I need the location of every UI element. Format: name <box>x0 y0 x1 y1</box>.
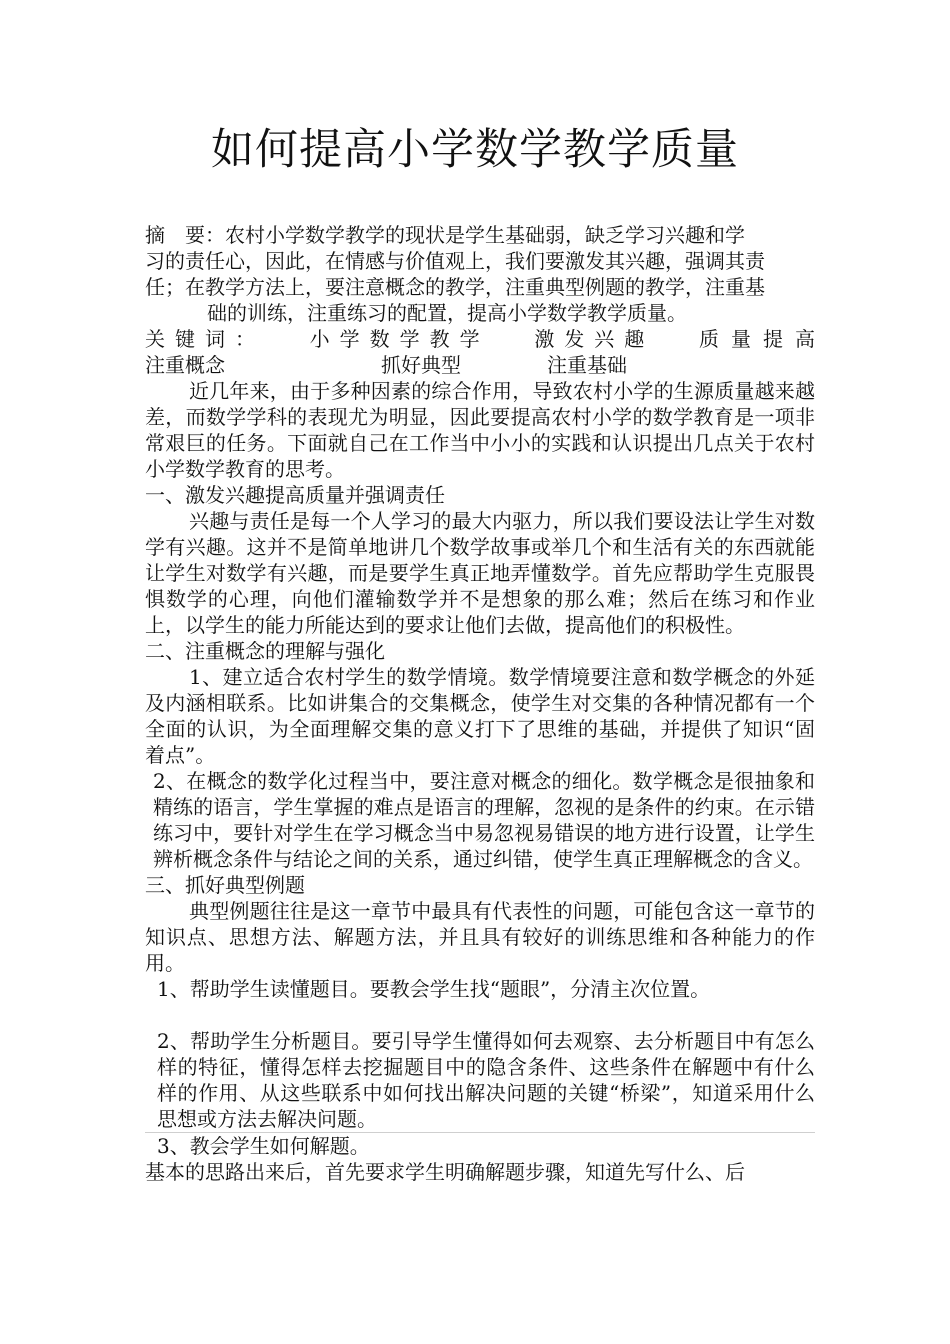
section-heading: 一、激发兴趣提高质量并强调责任 <box>145 483 445 507</box>
section-paragraph: 基本的思路出来后，首先要求学生明确解题步骤，知道先写什么、后 <box>145 1160 745 1184</box>
section-paragraph: 2、帮助学生分析题目。要引导学生懂得如何去观察、去分析题目中有怎么样的特征，懂得怎样去挖掘题目中的隐含条件、这些条件在解题中有什么样的作用、从这些联系中如何找出解决问题的关键“桥梁”，知道采用什么思想或方法去解决问题。 <box>157 1029 815 1131</box>
abstract-line: 习的责任心，因此，在情感与价值观上，我们要激发其兴趣，强调其责 <box>145 249 765 273</box>
document-body <box>145 222 827 1185</box>
section-paragraph: 2、在概念的数学化过程当中，要注意对概念的细化。数学概念是很抽象和精练的语言，学生掌握的难点是语言的理解，忽视的是条件的约束。在示错练习中，要针对学生在学习概念当中易忽视易错误的地方进行设置，让学生辨析概念条件与结论之间的关系，通过纠错，使学生真正理解概念的含义。 <box>153 769 815 871</box>
keyword: 注重基础 <box>547 353 627 377</box>
keyword: 抓好典型 <box>381 353 461 377</box>
abstract-line: 任；在教学方法上，要注意概念的教学，注重典型例题的教学，注重基 <box>145 275 765 299</box>
keyword: 注重概念 <box>145 353 225 377</box>
abstract-line: 础的训练，注重练习的配置，提高小学数学教学质量。 <box>207 301 687 325</box>
keyword: 质量提高 <box>698 327 827 351</box>
keywords-label: 关键词： <box>145 327 265 351</box>
section-paragraph: 兴趣与责任是每一个人学习的最大内驱力，所以我们要设法让学生对数学有兴趣。这并不是简单地讲几个数学故事或举几个和生活有关的东西就能让学生对数学有兴趣，而是要学生真正地弄懂数学。首先应帮助学生克服畏惧数学的心理，向他们灌输数学并不是想象的那么难；然后在练习和作业上，以学生的能力所能达到的要求让他们去做，提高他们的积极性。 <box>145 509 815 637</box>
section-paragraph: 1、建立适合农村学生的数学情境。数学情境要注意和数学概念的外延及内涵相联系。比如讲集合的交集概念，使学生对交集的各种情况都有一个全面的认识，为全面理解交集的意义打下了思维的基础，并提供了知识“固着点”。 <box>145 665 815 767</box>
abstract <box>145 222 815 326</box>
keywords-row-2 <box>145 352 815 378</box>
blank-line <box>145 1002 815 1028</box>
keyword: 小学数学教学 <box>309 327 490 351</box>
abstract-line: 摘 要：农村小学数学教学的现状是学生基础弱，缺乏学习兴趣和学 <box>145 223 745 247</box>
keywords-row <box>145 326 827 352</box>
section-heading: 三、抓好典型例题 <box>145 873 305 897</box>
section-paragraph: 3、教会学生如何解题。 <box>157 1134 370 1158</box>
section-paragraph: 1、帮助学生读懂题目。要教会学生找“题眼”，分清主次位置。 <box>157 977 711 1001</box>
section-heading: 二、注重概念的理解与强化 <box>145 639 385 663</box>
keyword: 激发兴趣 <box>534 327 655 351</box>
document-title: 如何提高小学数学教学质量 <box>211 125 739 175</box>
section-paragraph: 典型例题往往是这一章节中最具有代表性的问题，可能包含这一章节的知识点、思想方法、解题方法，并且具有较好的训练思维和各种能力的作用。 <box>145 899 815 975</box>
intro-paragraph: 近几年来，由于多种因素的综合作用，导致农村小学的生源质量越来越差，而数学学科的表现尤为明显，因此要提高农村小学的数学教育是一项非常艰巨的任务。下面就自己在工作当中小小的实践和认识提出几点关于农村小学数学教育的思考。 <box>145 379 815 481</box>
